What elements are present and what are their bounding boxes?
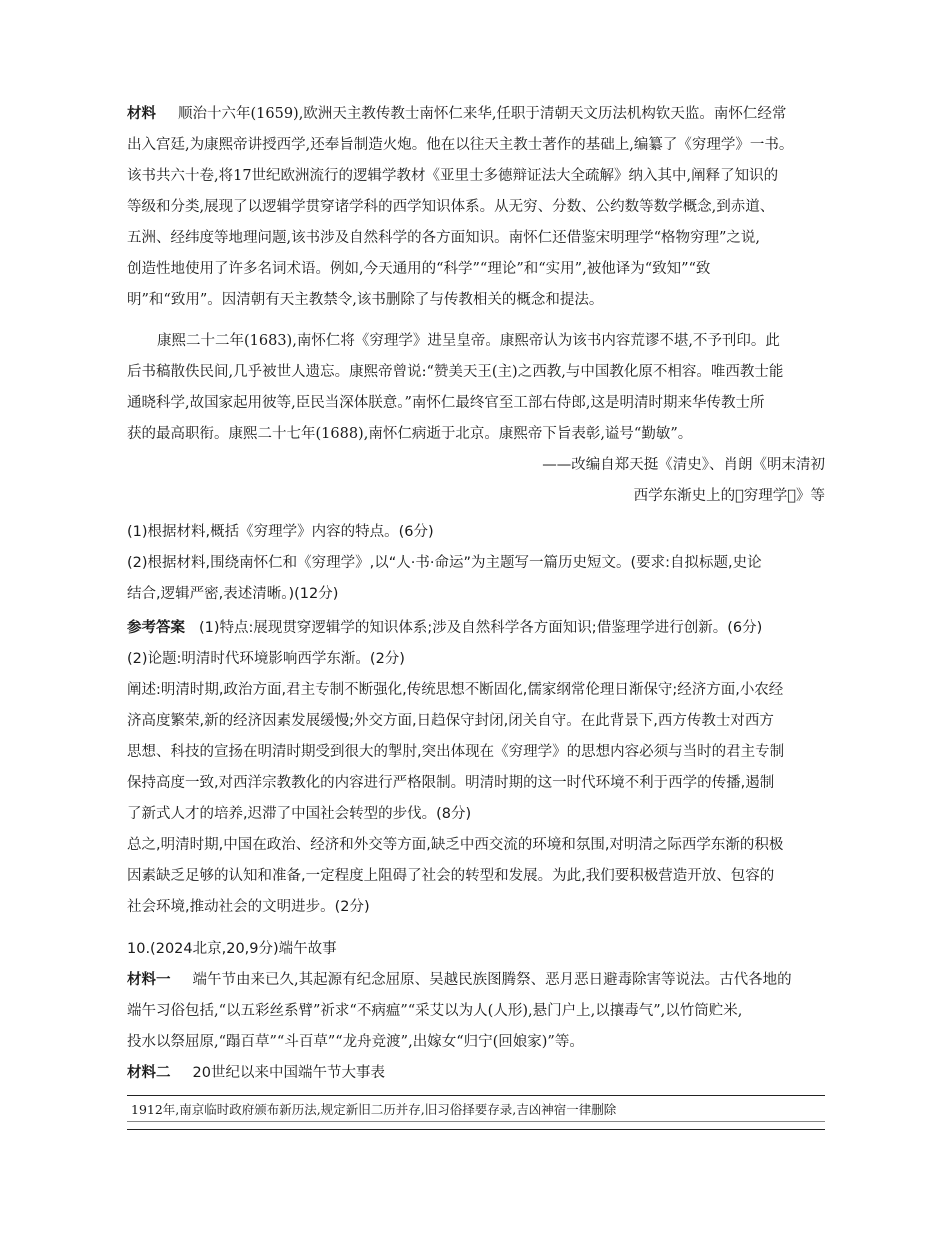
table-title: 20世纪以来中国端午节大事表 <box>192 1065 385 1081</box>
source-citation-line-2: 西学东渐史上的 穷理学 》等 <box>633 488 825 504</box>
text-line: 五洲、经纬度等地理问题,该书涉及自然科学的各方面知识。南怀仁还借鉴宋明理学“格物穷理”之说, <box>127 230 761 246</box>
text-line: 出入宫廷,为康熙帝讲授西学,还奉旨制造火炮。他在以往天主教士著作的基础上,编纂了《穷理学》一书。 <box>127 137 794 153</box>
question-1: (1)根据材料,概括《穷理学》内容的特点。(6分) <box>127 524 434 540</box>
answer-1: 参考答案 (1)特点:展现贯穿逻辑学的知识体系;涉及自然科学各方面知识;借鉴理学进行创新。(6分) <box>127 620 763 636</box>
answer-text-line: 阐述:明清时期,政治方面,君主专制不断强化,传统思想不断固化,儒家纲常伦理日渐保守;经济方面,小农经 <box>127 682 784 698</box>
questions-block <box>127 517 825 610</box>
text-line: 材料 顺治十六年(1659),欧洲天主教传教士南怀仁来华,任职于清朝天文历法机构钦天监。南怀仁经常 <box>127 106 787 122</box>
answer-text-line: 社会环境,推动社会的文明进步。(2分) <box>127 899 370 915</box>
text-line: 明”和“致用”。因清朝有天主教禁令,该书删除了与传教相关的概念和提法。 <box>127 292 604 308</box>
text-line: 后书稿散佚民间,几乎被世人遗忘。康熙帝曾说:“赞美天王(主)之西教,与中国教化原不相容。唯西教士能 <box>127 364 784 380</box>
question-2: (2)根据材料,围绕南怀仁和《穷理学》,以“人·书·命运”为主题写一篇历史短文。(要求:自拟标题,史论 <box>127 555 762 571</box>
answer-text-line: 了新式人才的培养,迟滞了中国社会转型的步伐。(8分) <box>127 806 472 822</box>
text-line: 端午习俗包括,“以五彩丝系臂”祈求“不病瘟”“采艾以为人(人形),悬门户上,以攘毒气”,以竹筒贮米, <box>127 1003 743 1019</box>
question-2-continued: 结合,逻辑严密,表述清晰。)(12分) <box>127 586 339 602</box>
material-paragraph-2 <box>127 326 825 512</box>
material-2-heading <box>127 1058 825 1089</box>
text-line: 等级和分类,展现了以逻辑学贯穿诸学科的西学知识体系。从无穷、分数、公约数等数学概念,到赤道、 <box>127 199 775 215</box>
material-1-label: 材料一 <box>127 972 171 988</box>
source-citation-line-1: ——改编自郑天挺《清史》、肖朗《明末清初 <box>542 457 825 473</box>
answer-label: 参考答案 <box>127 620 185 636</box>
question-10-block <box>127 934 825 1089</box>
text-line: 获的最高职衔。康熙二十七年(1688),南怀仁病逝于北京。康熙帝下旨表彰,谥号“勤敏”。 <box>127 426 693 442</box>
answer-block <box>127 613 825 923</box>
question-10-heading: 10.(2024北京,20,9分)端午故事 <box>127 941 337 957</box>
answer-text-line: 济高度繁荣,新的经济因素发展缓慢;外交方面,日趋保守封闭,闭关自守。在此背景下,西方传教士对西方 <box>127 713 774 729</box>
material-label: 材料 <box>127 106 156 122</box>
text-line: 该书共六十卷,将17世纪欧洲流行的逻辑学教材《亚里士多德辩证法大全疏解》纳入其中,阐释了知识的 <box>127 168 779 184</box>
events-table <box>127 1095 825 1130</box>
text-line: 创造性地使用了许多名词术语。例如,今天通用的“科学”“理论”和“实用”,被他译为“致知”“致 <box>127 261 711 277</box>
text-line: 材料一 端午节由来已久,其起源有纪念屈原、吴越民族图腾祭、恶月恶日避毒除害等说法。古代各地的 <box>127 972 792 988</box>
text-line: 康熙二十二年(1683),南怀仁将《穷理学》进呈皇帝。康熙帝认为该书内容荒谬不堪,不予刊印。此 <box>157 333 780 349</box>
table-row: 1912年,南京临时政府颁布新历法,规定新旧二历并存,旧习俗择要存录,吉凶神宿一律删除 <box>127 1099 825 1122</box>
material-2-label: 材料二 <box>127 1065 171 1081</box>
material-paragraph-1 <box>127 99 825 316</box>
answer-text-line: 因素缺乏足够的认知和准备,一定程度上阻碍了社会的转型和发展。为此,我们要积极营造开放、包容的 <box>127 868 775 884</box>
text-line: 通晓科学,故国家起用彼等,臣民当深体朕意。”南怀仁最终官至工部右侍郎,这是明清时期来华传教士所 <box>127 395 765 411</box>
answer-text-line: 总之,明清时期,中国在政治、经济和外交等方面,缺乏中西交流的环境和氛围,对明清之际西学东渐的积极 <box>127 837 784 853</box>
answer-text-line: 思想、科技的宣扬在明清时期受到很大的掣肘,突出体现在《穷理学》的思想内容必须与当时的君主专制 <box>127 744 785 760</box>
answer-2-title: (2)论题:明清时代环境影响西学东渐。(2分) <box>127 651 405 667</box>
answer-text-line: 保持高度一致,对西洋宗教教化的内容进行严格限制。明清时期的这一时代环境不利于西学的传播,遏制 <box>127 775 775 791</box>
text-line: 投水以祭屈原,“蹋百草”“斗百草”“龙舟竞渡”,出嫁女“归宁(回娘家)”等。 <box>127 1034 584 1050</box>
